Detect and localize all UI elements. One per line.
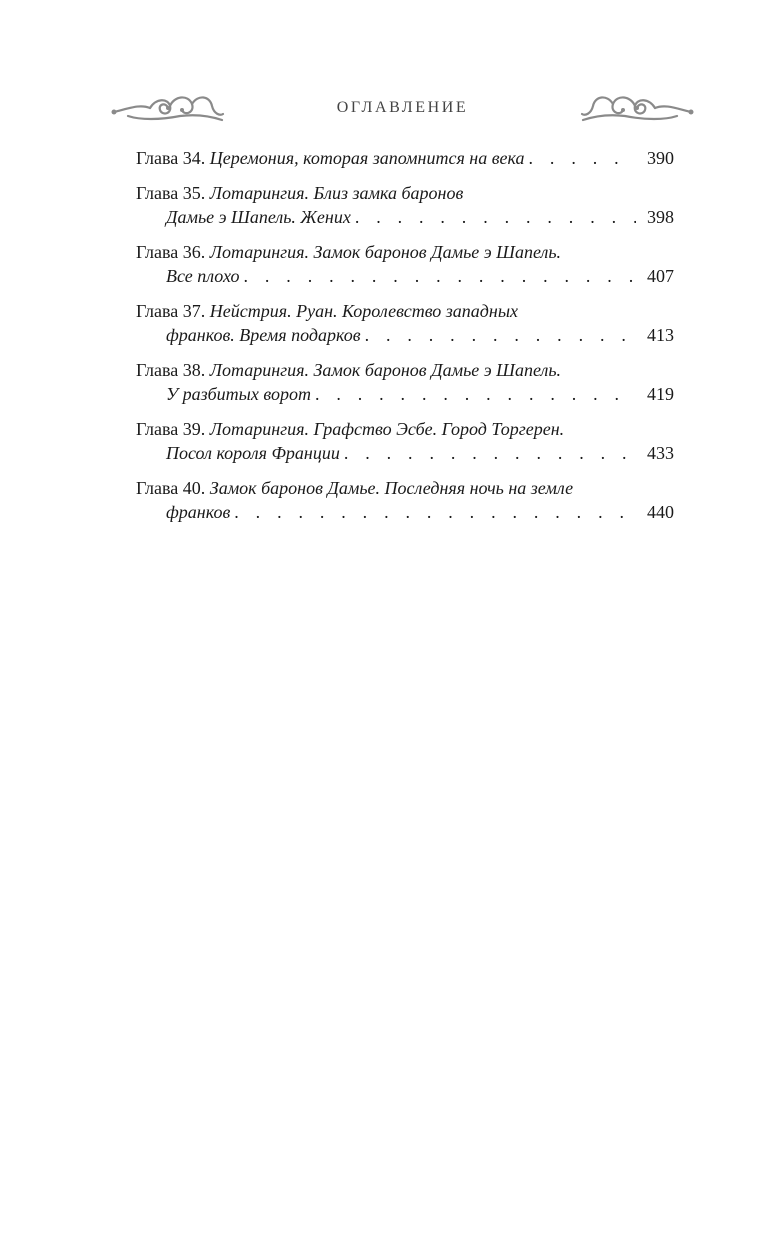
page-number: 398 xyxy=(647,207,674,227)
page-header xyxy=(110,86,695,130)
chapter-title: Лотарингия. Близ замка баронов xyxy=(209,183,464,203)
chapter-title-continuation: Дамье э Шапель. Жених xyxy=(166,207,351,227)
chapter-title: Лотарингия. Графство Эсбе. Город Торгерен. xyxy=(209,419,565,439)
chapter-title-continuation: Посол короля Франции xyxy=(166,443,340,463)
page-title: ОГЛАВЛЕНИЕ xyxy=(336,99,469,116)
chapter-number: Глава 40. xyxy=(136,478,206,498)
chapter-title-continuation: франков xyxy=(166,502,231,522)
page-number: 390 xyxy=(647,148,674,168)
toc-entry[interactable] xyxy=(136,417,674,465)
toc-entry[interactable] xyxy=(136,146,674,170)
toc-entry[interactable] xyxy=(136,299,674,347)
dot-leader xyxy=(365,323,636,347)
toc-entry[interactable] xyxy=(136,240,674,288)
dot-leader xyxy=(234,500,636,524)
chapter-title-continuation: У разбитых ворот xyxy=(166,384,311,404)
chapter-number: Глава 34. xyxy=(136,148,206,168)
chapter-number: Глава 35. xyxy=(136,183,206,203)
chapter-title-continuation: франков. Время подарков xyxy=(166,325,361,345)
page-number: 440 xyxy=(647,502,674,522)
chapter-title: Замок баронов Дамье. Последняя ночь на земле xyxy=(209,478,574,498)
dot-leader xyxy=(344,441,636,465)
chapter-number: Глава 39. xyxy=(136,419,206,439)
chapter-title: Лотарингия. Замок баронов Дамье э Шапель. xyxy=(209,360,562,380)
toc-entry[interactable] xyxy=(136,358,674,406)
dot-leader xyxy=(529,146,636,170)
dot-leader xyxy=(315,382,636,406)
chapter-title: Нейстрия. Руан. Королевство западных xyxy=(209,301,519,321)
page-number: 433 xyxy=(647,443,674,463)
page-number: 419 xyxy=(647,384,674,404)
table-of-contents xyxy=(136,146,674,535)
chapter-title-continuation: Все плохо xyxy=(166,266,240,286)
toc-entry[interactable] xyxy=(136,181,674,229)
chapter-title: Церемония, которая запомнится на века xyxy=(209,148,525,168)
chapter-title: Лотарингия. Замок баронов Дамье э Шапель. xyxy=(209,242,562,262)
page-number: 413 xyxy=(647,325,674,345)
dot-leader xyxy=(355,205,636,229)
page-number: 407 xyxy=(647,266,674,286)
flourish-ornament-right-icon xyxy=(580,86,695,130)
chapter-number: Глава 37. xyxy=(136,301,206,321)
dot-leader xyxy=(244,264,637,288)
chapter-number: Глава 38. xyxy=(136,360,206,380)
toc-entry[interactable] xyxy=(136,476,674,524)
chapter-number: Глава 36. xyxy=(136,242,206,262)
